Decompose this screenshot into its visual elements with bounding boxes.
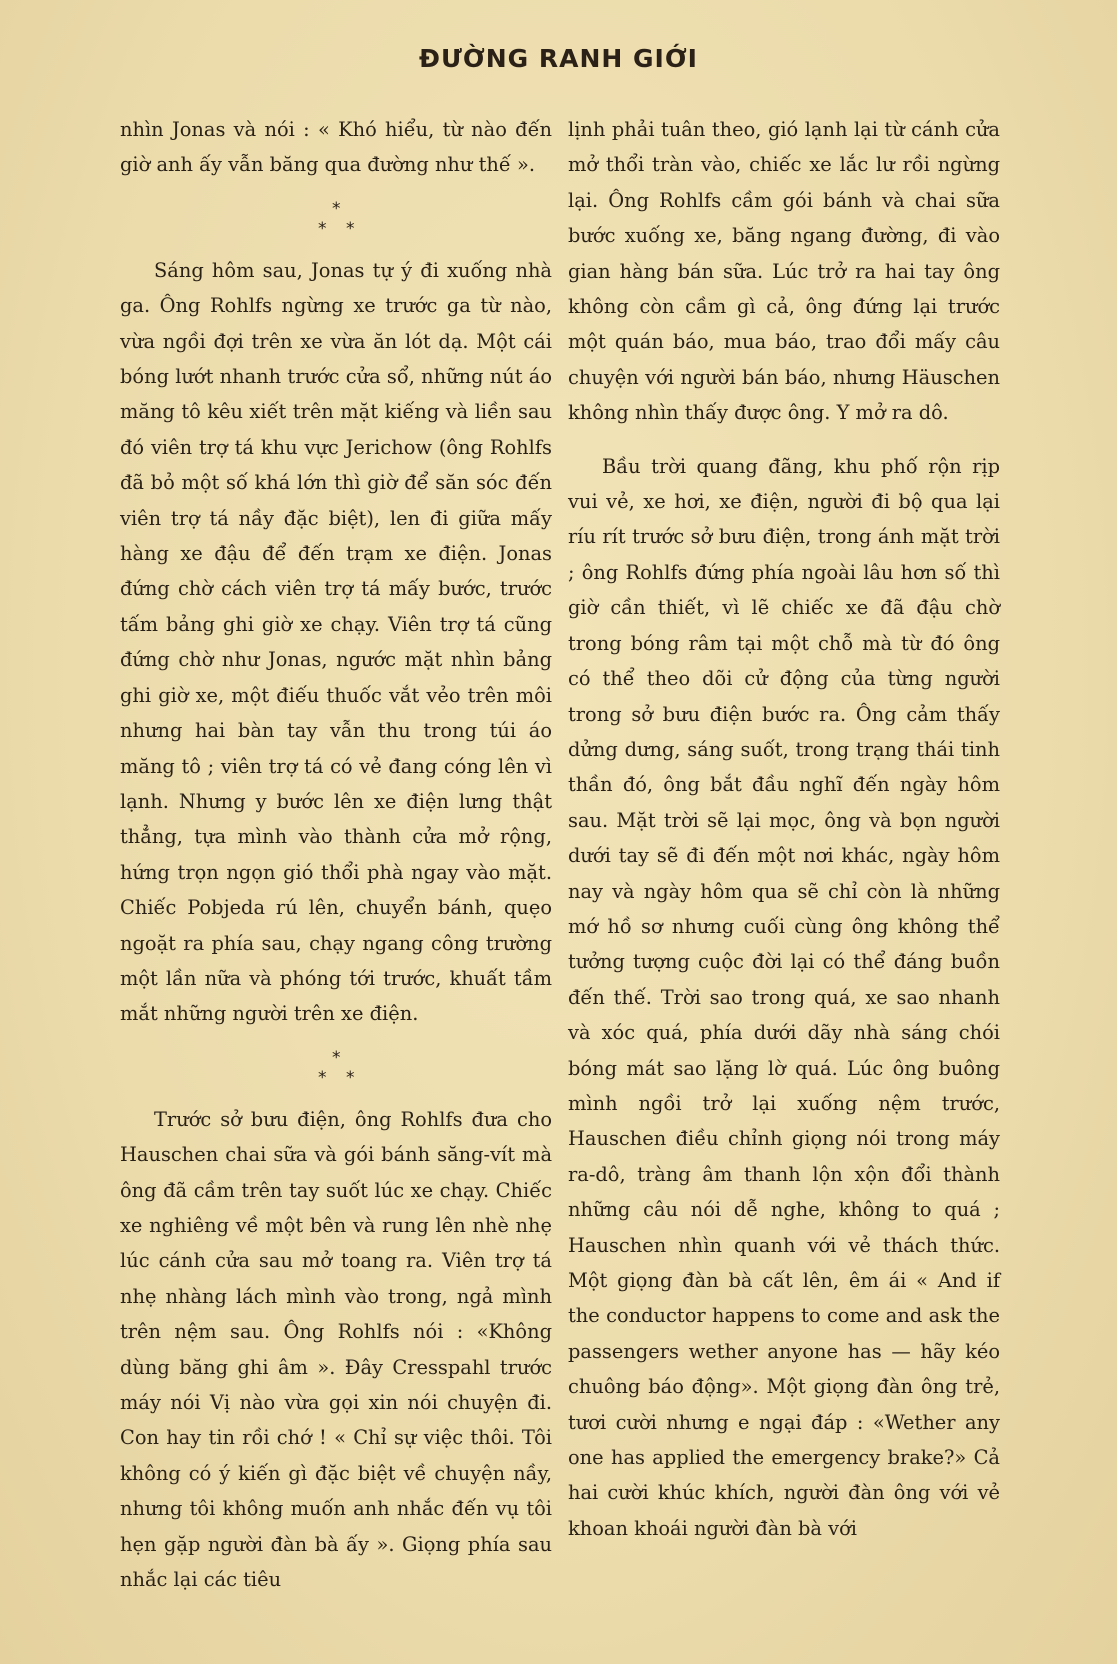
paragraph: lịnh phải tuân theo, gió lạnh lại từ cánh cửa mở thổi tràn vào, chiếc xe lắc lư rồi ngừng lại. Ông Rohlfs cầm gói bánh và chai sữa bước xuống xe, băng ngang đường, đi vào gian hàng bán sữa. Lúc trở ra hai tay ông không còn cầm gì cả, ông đứng lại trước một quán báo, mua báo, trao đổi mấy câu chuyện với người bán báo, nhưng Häuschen không nhìn thấy được ông. Y mở ra dô.	[568, 118, 1000, 425]
separator-asterisk: *	[318, 218, 327, 239]
separator-asterisk: *	[332, 1047, 341, 1068]
paragraph: Trước sở bưu điện, ông Rohlfs đưa cho Hauschen chai sữa và gói bánh săng-vít mà ông đã cầm trên tay suốt lúc xe chạy. Chiếc xe nghiêng về một bên và rung lên nhè nhẹ lúc cánh cửa sau mở toang ra. Viên trợ tá nhẹ nhàng lách mình vào trong, ngả mình trên nệm sau. Ông Rohlfs nói : «Không dùng băng ghi âm ». Đây Cresspahl trước máy nói Vị nào vừa gọi xin nói chuyện đi. Con hay tin rồi chớ ! « Chỉ sự việc thôi. Tôi không có ý kiến gì đặc biệt về chuyện nầy, nhưng tôi không muốn anh nhắc đến vụ tôi hẹn gặp người đàn bà ấy ». Giọng phía sau nhắc lại các tiêu	[120, 1107, 552, 1592]
paragraph-gap	[568, 431, 1000, 449]
separator-asterisk: *	[332, 198, 341, 219]
separator-asterisk: *	[346, 218, 355, 239]
section-separator	[120, 1032, 552, 1102]
separator-asterisk: *	[318, 1067, 327, 1088]
right-column	[568, 112, 1000, 1546]
separator-asterisk: *	[346, 1067, 355, 1088]
page-header-title: ĐƯỜNG RANH GIỚI	[419, 44, 698, 73]
paragraph: Bầu trời quang đãng, khu phố rộn rịp vui vẻ, xe hơi, xe điện, người đi bộ qua lại ríu rít trước sở bưu điện, trong ánh mặt trời ; ông Rohlfs đứng phía ngoài lâu hơn số thì giờ cần thiết, vì lẽ chiếc xe đã đậu chờ trong bóng râm tại một chỗ mà từ đó ông có thể theo dõi cử động của từng người trong sở bưu điện bước ra. Ông cảm thấy dửng dưng, sáng suốt, trong trạng thái tinh thần đó, ông bắt đầu nghĩ đến ngày hôm sau. Mặt trời sẽ lại mọc, ông và bọn người dưới tay sẽ đi đến một nơi khác, ngày hôm nay và ngày hôm qua sẽ chỉ còn là những mớ hồ sơ nhưng cuối cùng ông không thể tưởng tượng cuộc đời lại có thể đáng buồn đến thế. Trời sao trong quá, xe sao nhanh và xóc quá, phía dưới dãy nhà sáng chói bóng mát sao lặng lờ quá. Lúc ông buông mình ngồi trở lại xuống nệm trước, Hauschen điều chỉnh giọng nói trong máy ra-dô, tràng âm thanh lộn xộn đổi thành những câu nói dễ nghe, không to quá ; Hauschen nhìn quanh với vẻ thách thức. Một giọng đàn bà cất lên, êm ái « And if the conductor happens to come and ask the passengers wether anyone has — hãy kéo chuông báo động». Một giọng đàn ông trẻ, tươi cười nhưng e ngại đáp : «Wether any one has applied the emergency brake?» Cả hai cười khúc khích, người đàn ông với vẻ khoan khoái người đàn bà với	[568, 454, 1000, 1540]
left-column	[120, 112, 552, 1597]
paragraph: nhìn Jonas và nói : « Khó hiểu, từ nào đến giờ anh ấy vẫn băng qua đường như thế ».	[120, 118, 552, 177]
paragraph: Sáng hôm sau, Jonas tự ý đi xuống nhà ga. Ông Rohlfs ngừng xe trước ga từ nào, vừa ngồi đợi trên xe vừa ăn lót dạ. Một cái bóng lướt nhanh trước cửa sổ, những nút áo măng tô kêu xiết trên mặt kiếng và liền sau đó viên trợ tá khu vực Jerichow (ông Rohlfs đã bỏ một số khá lớn thì giờ để săn sóc đến viên trợ tá nầy đặc biệt), len đi giữa mấy hàng xe đậu để đến trạm xe điện. Jonas đứng chờ cách viên trợ tá mấy bước, trước tấm bảng ghi giờ xe chạy. Viên trợ tá cũng đứng chờ như Jonas, ngước mặt nhìn bảng ghi giờ xe, một điếu thuốc vắt vẻo trên môi nhưng hai bàn tay vẫn thu trong túi áo măng tô ; viên trợ tá có vẻ đang cóng lên vì lạnh. Nhưng y bước lên xe điện lưng thật thẳng, tựa mình vào thành cửa mở rộng, hứng trọn ngọn gió thổi phà ngay vào mặt. Chiếc Pobjeda rú lên, chuyển bánh, quẹo ngoặt ra phía sau, chạy ngang công trường một lần nữa và phóng tới trước, khuất tầm mắt những người trên xe điện.	[120, 258, 552, 1026]
section-separator	[120, 183, 552, 253]
